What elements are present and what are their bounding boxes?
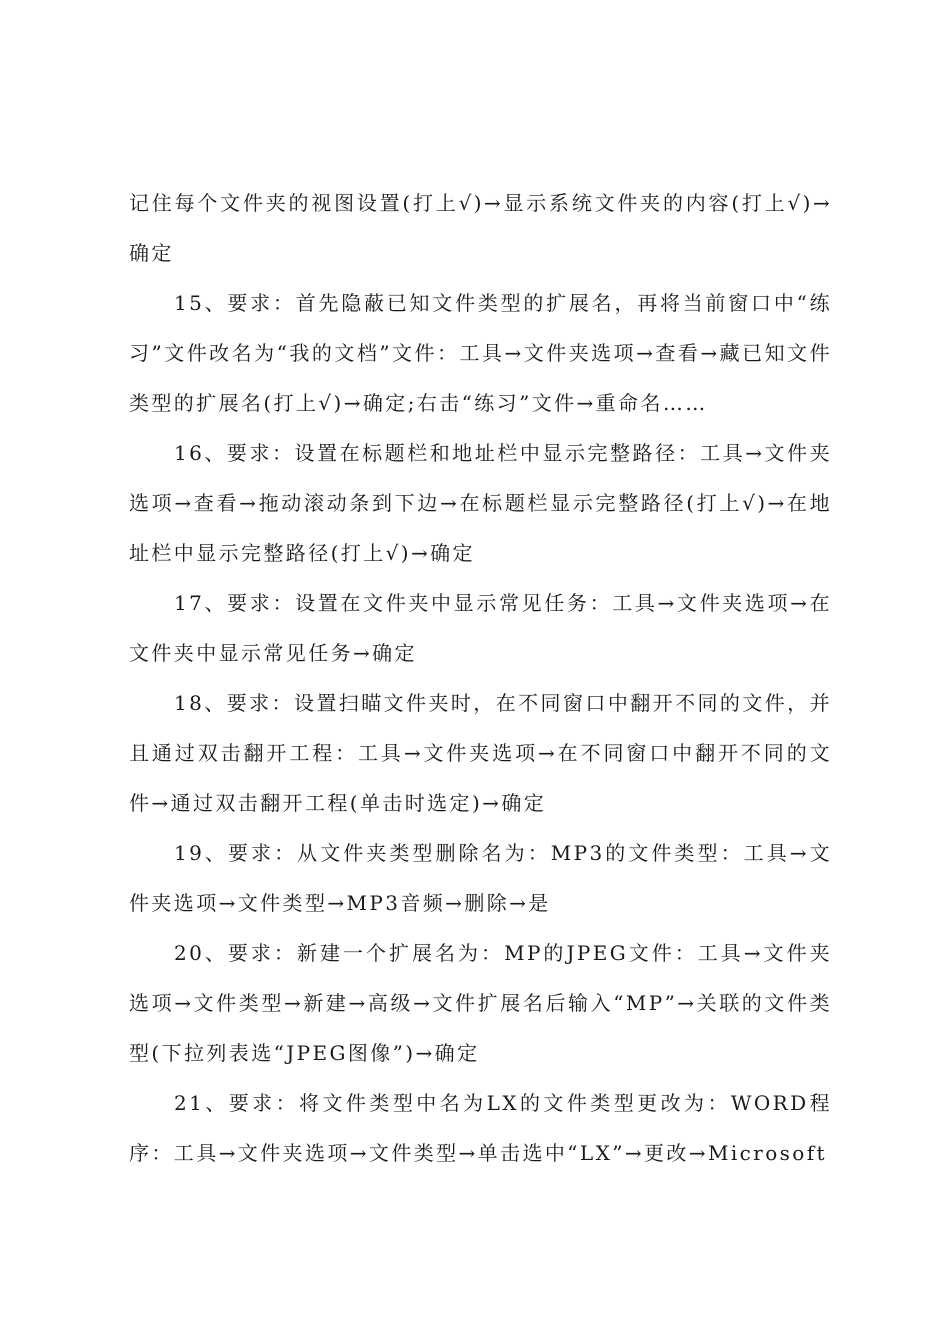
paragraph-20: 20、要求：新建一个扩展名为：MP的JPEG文件：工具→文件夹选项→文件类型→新建→高级→文件扩展名后输入“MP”→关联的文件类型(下拉列表选“JPEG图像”)→确定 <box>129 941 832 1065</box>
paragraph-18: 18、要求：设置扫瞄文件夹时，在不同窗口中翻开不同的文件，并且通过双击翻开工程：工具→文件夹选项→在不同窗口中翻开不同的文件→通过双击翻开工程(单击时选定)→确定 <box>129 691 832 815</box>
paragraph-16: 16、要求：设置在标题栏和地址栏中显示完整路径：工具→文件夹选项→查看→拖动滚动条到下边→在标题栏显示完整路径(打上√)→在地址栏中显示完整路径(打上√)→确定 <box>129 441 832 565</box>
paragraph-19: 19、要求：从文件夹类型删除名为：MP3的文件类型：工具→文件夹选项→文件类型→MP3音频→删除→是 <box>129 841 832 915</box>
paragraph-15: 15、要求：首先隐蔽已知文件类型的扩展名，再将当前窗口中“练习”文件改名为“我的文档”文件：工具→文件夹选项→查看→藏已知文件类型的扩展名(打上√)→确定;右击“练习”文件→重命名…… <box>129 291 832 415</box>
document-body <box>129 178 832 1178</box>
paragraph-17: 17、要求：设置在文件夹中显示常见任务：工具→文件夹选项→在文件夹中显示常见任务→确定 <box>129 591 832 665</box>
paragraph-14-continuation: 记住每个文件夹的视图设置(打上√)→显示系统文件夹的内容(打上√)→确定 <box>129 191 832 265</box>
paragraph-21: 21、要求：将文件类型中名为LX的文件类型更改为：WORD程序：工具→文件夹选项→文件类型→单击选中“LX”→更改→Microsoft <box>129 1091 832 1165</box>
